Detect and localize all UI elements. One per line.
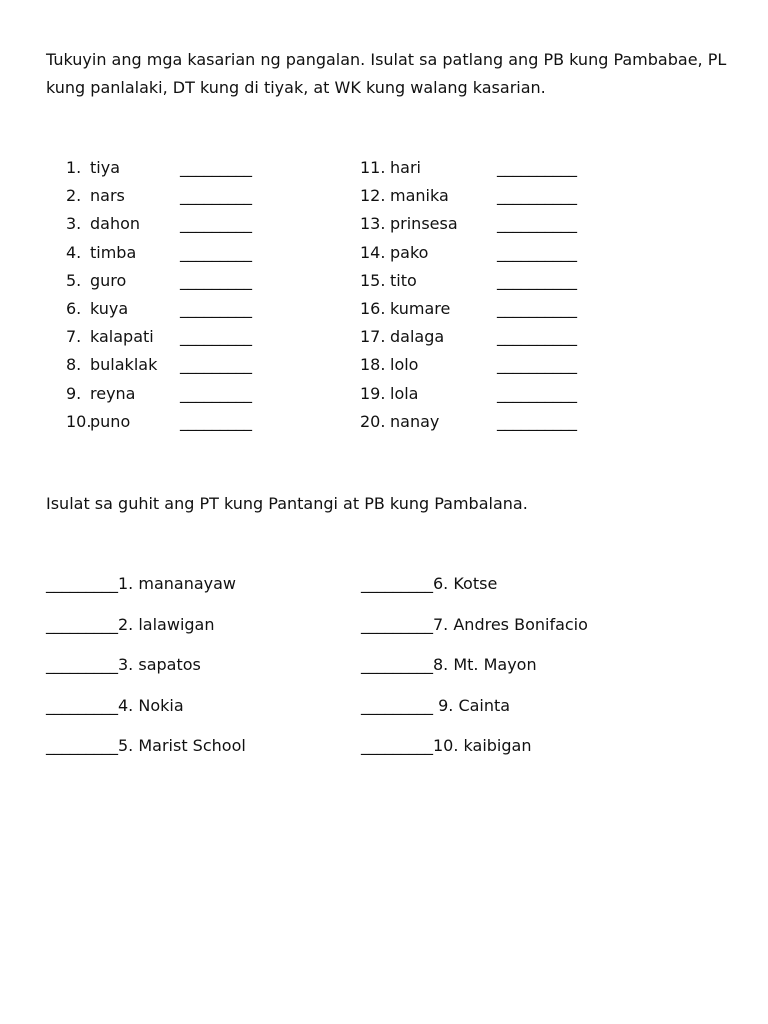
list-item — [66, 154, 252, 182]
answer-blank[interactable]: __________ — [497, 383, 577, 403]
list-item — [46, 651, 246, 692]
item-number: 18. — [360, 355, 386, 375]
answer-blank[interactable]: _________ — [361, 695, 433, 715]
list-item — [66, 408, 252, 436]
item-text: 5. Marist School — [118, 736, 246, 755]
answer-blank[interactable]: __________ — [497, 327, 577, 347]
answer-blank[interactable]: _________ — [180, 327, 252, 347]
item-word: nanay — [390, 411, 440, 431]
list-item — [66, 380, 252, 408]
item-word: hari — [390, 158, 421, 177]
list-item — [360, 351, 577, 379]
item-number: 8. — [66, 355, 82, 375]
item-word: nars — [90, 186, 125, 206]
item-number: 3. — [66, 214, 82, 234]
item-text: 8. Mt. Mayon — [433, 655, 537, 674]
list-item — [360, 380, 577, 408]
answer-blank[interactable]: _________ — [361, 736, 433, 755]
answer-blank[interactable]: _________ — [361, 614, 433, 634]
item-word: dahon — [90, 214, 141, 234]
list-item — [361, 651, 588, 692]
list-item — [46, 611, 246, 652]
answer-blank[interactable]: _________ — [180, 214, 252, 234]
gender-list-right — [360, 154, 577, 436]
item-text: 10. kaibigan — [433, 736, 532, 755]
list-item — [46, 570, 246, 611]
item-text: 2. lalawigan — [118, 614, 215, 634]
item-word: bulaklak — [90, 355, 158, 375]
answer-blank[interactable]: _________ — [46, 695, 118, 715]
list-item — [361, 732, 588, 773]
answer-blank[interactable]: _________ — [180, 298, 252, 318]
answer-blank[interactable]: _________ — [180, 242, 252, 262]
item-number: 12. — [360, 186, 386, 206]
answer-blank[interactable]: __________ — [497, 158, 577, 177]
item-word: lolo — [390, 355, 419, 375]
answer-blank[interactable]: __________ — [497, 270, 577, 290]
list-item — [46, 692, 246, 733]
item-word: kuya — [90, 298, 129, 318]
item-word: manika — [390, 186, 449, 206]
answer-blank[interactable]: __________ — [497, 242, 577, 262]
answer-blank[interactable]: __________ — [497, 186, 577, 206]
list-item — [361, 692, 588, 733]
instruction-noun-type: Isulat sa guhit ang PT kung Pantangi at PB kung Pambalana. — [46, 494, 528, 513]
list-item — [360, 295, 577, 323]
item-word: puno — [90, 411, 131, 431]
answer-blank[interactable]: _________ — [180, 186, 252, 206]
item-word: tito — [390, 270, 417, 290]
item-word: timba — [90, 242, 137, 262]
item-number: 19. — [360, 383, 386, 403]
list-item — [361, 611, 588, 652]
list-item — [360, 408, 577, 436]
answer-blank[interactable]: _________ — [46, 655, 118, 674]
item-word: reyna — [90, 383, 136, 403]
list-item — [66, 239, 252, 267]
answer-blank[interactable]: _________ — [180, 270, 252, 290]
item-word: pako — [390, 242, 429, 262]
answer-blank[interactable]: __________ — [497, 298, 577, 318]
list-item — [361, 570, 588, 611]
list-item — [66, 295, 252, 323]
item-number: 1. — [66, 158, 82, 177]
list-item — [66, 182, 252, 210]
item-word: prinsesa — [390, 214, 458, 234]
item-number: 6. — [66, 298, 82, 318]
item-text: 6. Kotse — [433, 574, 498, 593]
noun-list-left — [46, 570, 246, 773]
list-item — [66, 267, 252, 295]
item-number: 10. — [66, 411, 92, 431]
item-number: 15. — [360, 270, 386, 290]
item-text: 9. Cainta — [433, 695, 511, 715]
answer-blank[interactable]: _________ — [46, 736, 118, 755]
list-item — [360, 323, 577, 351]
item-number: 16. — [360, 298, 386, 318]
item-text: 3. sapatos — [118, 655, 201, 674]
item-number: 9. — [66, 383, 82, 403]
answer-blank[interactable]: _________ — [180, 411, 252, 431]
answer-blank[interactable]: _________ — [46, 614, 118, 634]
item-number: 4. — [66, 242, 82, 262]
list-item — [360, 210, 577, 238]
answer-blank[interactable]: _________ — [180, 383, 252, 403]
item-number: 7. — [66, 327, 82, 347]
answer-blank[interactable]: __________ — [497, 411, 577, 431]
list-item — [66, 351, 252, 379]
item-text: 7. Andres Bonifacio — [433, 614, 588, 634]
list-item — [360, 239, 577, 267]
answer-blank[interactable]: _________ — [46, 574, 118, 593]
answer-blank[interactable]: _________ — [180, 158, 252, 177]
list-item — [66, 210, 252, 238]
item-word: kumare — [390, 298, 451, 318]
item-number: 11. — [360, 158, 386, 177]
item-word: kalapati — [90, 327, 154, 347]
instruction-gender: Tukuyin ang mga kasarian ng pangalan. Isulat sa patlang ang PB kung Pambabae, PL kung panlalaki, DT kung di tiyak, at WK kung walang kasarian. — [46, 50, 727, 97]
answer-blank[interactable]: _________ — [361, 574, 433, 593]
item-number: 17. — [360, 327, 386, 347]
item-number: 20. — [360, 411, 386, 431]
item-text: 4. Nokia — [118, 695, 184, 715]
answer-blank[interactable]: __________ — [497, 355, 577, 375]
list-item — [360, 154, 577, 182]
item-word: dalaga — [390, 327, 445, 347]
list-item — [66, 323, 252, 351]
item-word: guro — [90, 270, 127, 290]
list-item — [360, 182, 577, 210]
item-word: lola — [390, 383, 419, 403]
item-word: tiya — [90, 158, 120, 177]
item-number: 5. — [66, 270, 82, 290]
item-number: 2. — [66, 186, 82, 206]
list-item — [360, 267, 577, 295]
list-item — [46, 732, 246, 773]
item-number: 14. — [360, 242, 386, 262]
answer-blank[interactable]: _________ — [361, 655, 433, 674]
noun-list-right — [361, 570, 588, 773]
gender-list-left — [66, 154, 252, 436]
answer-blank[interactable]: __________ — [497, 214, 577, 234]
item-number: 13. — [360, 214, 386, 234]
item-text: 1. mananayaw — [118, 574, 236, 593]
answer-blank[interactable]: _________ — [180, 355, 252, 375]
